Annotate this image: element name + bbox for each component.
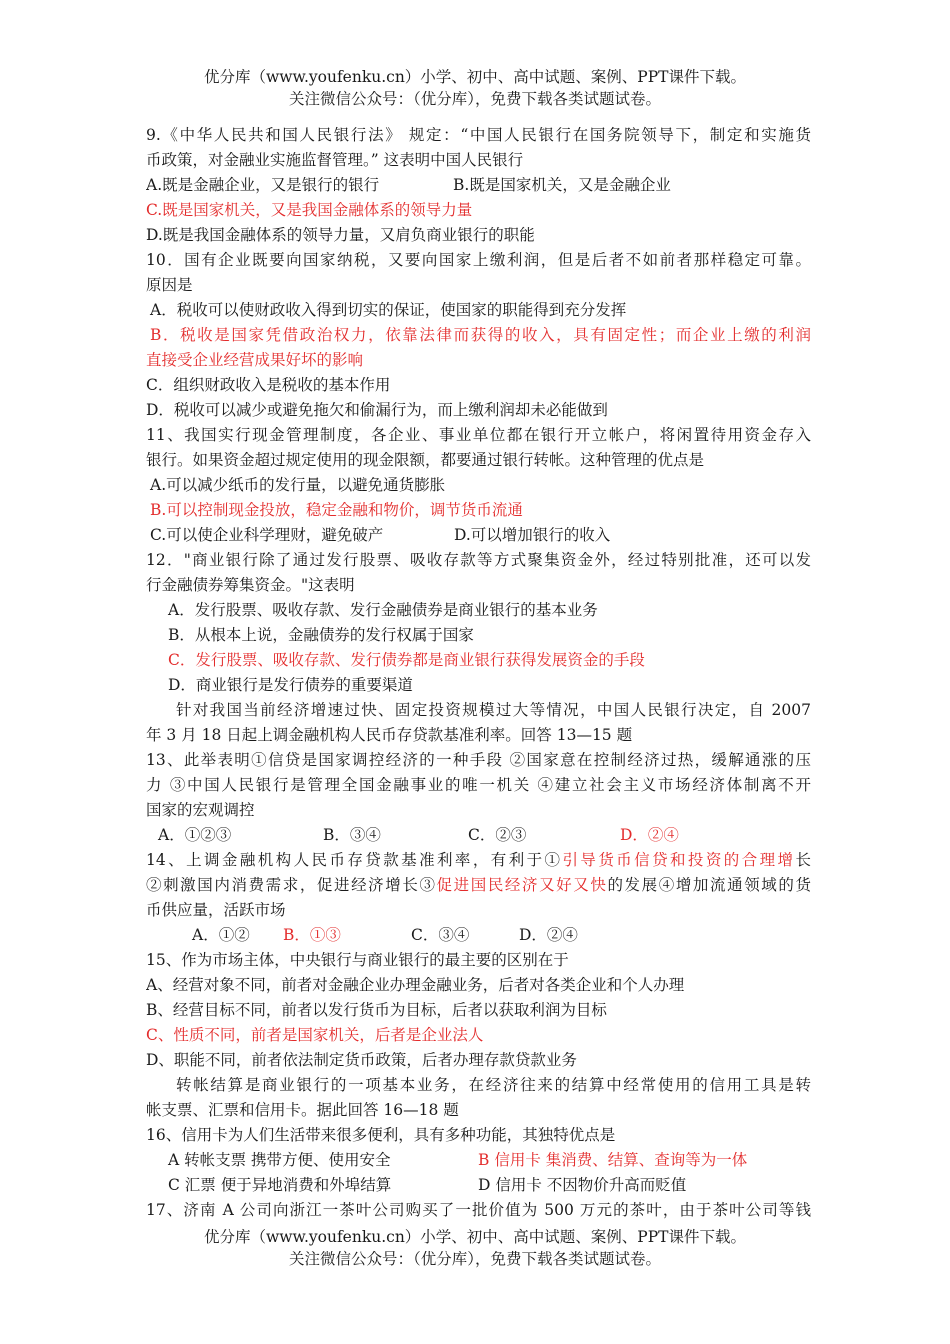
q14-options — [146, 923, 811, 948]
q9-option-b: B.既是国家机关，又是金融企业 — [453, 176, 671, 194]
q14-stem-line-2 — [146, 873, 811, 898]
q13-option-c: C．②③ — [468, 826, 527, 844]
q14-stem-1-end: 长 — [795, 851, 811, 869]
q13-option-a: A．①②③ — [158, 826, 232, 844]
q15-stem: 15、作为市场主体，中央银行与商业银行的最主要的区别在于 — [146, 951, 569, 969]
material-2-line-1: 转帐结算是商业银行的一项基本业务，在经济往来的结算中经常使用的信用工具是转 — [176, 1076, 811, 1094]
q15-option-a: A、经营对象不同，前者对金融企业办理金融业务，后者对各类企业和个人办理 — [146, 976, 685, 994]
q12-option-c-answer: C．发行股票、吸收存款、发行债券都是商业银行获得发展资金的手段 — [168, 651, 645, 669]
q9-stem-line-1: 9.《中华人民共和国人民银行法》 规定：“中国人民银行在国务院领导下，制定和实施货 — [146, 126, 811, 144]
q10-stem-line-1: 10．国有企业既要向国家纳税，又要向国家上缴利润，但是后者不如前者那样稳定可靠。 — [146, 251, 811, 269]
q9-options-ab — [146, 173, 811, 198]
q11-options-cd — [146, 523, 811, 548]
q13-option-b: B．③④ — [323, 826, 381, 844]
q11-option-d: D.可以增加银行的收入 — [454, 526, 611, 544]
q10-option-d: D．税收可以减少或避免拖欠和偷漏行为，而上缴利润却未必能做到 — [146, 401, 608, 419]
q12-stem-line-2: 行金融债券筹集资金。"这表明 — [146, 576, 355, 594]
footer-line-1: 优分库（www.youfenku.cn）小学、初中、高中试题、案例、PPT课件下载。 — [203, 1228, 747, 1246]
q14-stem-line-3: 币供应量，活跃市场 — [146, 901, 286, 919]
q13-stem-line-2: 力 ③中国人民银行是管理全国金融事业的唯一机关 ④建立社会主义市场经济体制离不开 — [146, 776, 811, 794]
q12-stem-line-1: 12．"商业银行除了通过发行股票、吸收存款等方式聚集资金外，经过特别批准，还可以发 — [146, 551, 811, 569]
q12-option-d: D．商业银行是发行债券的重要渠道 — [168, 676, 413, 694]
q9-option-c-answer: C.既是国家机关，又是我国金融体系的领导力量 — [146, 201, 473, 219]
q14-stem-2-answer: 促进国民经济又好又快 — [436, 876, 608, 894]
q16-stem: 16、信用卡为人们生活带来很多便利，具有多种功能，其独特优点是 — [146, 1126, 616, 1144]
material-2-line-2: 帐支票、汇票和信用卡。据此回答 16—18 题 — [146, 1101, 459, 1119]
q10-option-c: C．组织财政收入是税收的基本作用 — [146, 376, 391, 394]
q14-stem-line-1 — [146, 848, 811, 873]
q14-option-b-answer: B．①③ — [283, 926, 341, 944]
q13-stem-line-1: 13、此举表明①信贷是国家调控经济的一种手段 ②国家意在控制经济过热，缓解通涨的压 — [146, 751, 811, 769]
q12-option-a: A．发行股票、吸收存款、发行金融债券是商业银行的基本业务 — [168, 601, 598, 619]
q15-option-b: B、经营目标不同，前者以发行货币为目标，后者以获取利润为目标 — [146, 1001, 607, 1019]
q16-options-ab — [146, 1148, 811, 1173]
material-1-line-1: 针对我国当前经济增速过快、固定投资规模过大等情况，中国人民银行决定，自 2007 — [176, 701, 811, 719]
q11-option-a: A.可以减少纸币的发行量，以避免通货膨胀 — [150, 476, 446, 494]
q11-stem-line-2: 银行。如果资金超过规定使用的现金限额，都要通过银行转帐。这种管理的优点是 — [146, 451, 705, 469]
material-1-line-2: 年 3 月 18 日起上调金融机构人民币存贷款基准利率。回答 13—15 题 — [146, 726, 633, 744]
q9-stem-line-2: 币政策，对金融业实施监督管理。” 这表明中国人民银行 — [146, 151, 524, 169]
q14-option-d: D．②④ — [519, 926, 578, 944]
q16-options-cd — [146, 1173, 811, 1198]
q14-option-a: A．①② — [192, 926, 250, 944]
q16-option-c: C 汇票 便于异地消费和外埠结算 — [168, 1176, 392, 1194]
q12-option-b: B．从根本上说，金融债券的发行权属于国家 — [168, 626, 474, 644]
q17-stem-line-1: 17、济南 A 公司向浙江一茶叶公司购买了一批价值为 500 万元的茶叶，由于茶叶公司等钱 — [146, 1201, 811, 1219]
q11-option-c: C.可以使企业科学理财，避免破产 — [150, 526, 384, 544]
q16-option-b-answer: B 信用卡 集消费、结算、查询等为一体 — [478, 1151, 748, 1169]
q13-stem-line-3: 国家的宏观调控 — [146, 801, 255, 819]
page-footer — [0, 1226, 950, 1270]
q15-option-d: D、职能不同，前者依法制定货币政策，后者办理存款贷款业务 — [146, 1051, 577, 1069]
q13-option-d-answer: D．②④ — [620, 826, 679, 844]
q10-option-b-answer-line-2: 直接受企业经营成果好坏的影响 — [146, 351, 364, 369]
q14-stem-2-text: ②刺激国内消费需求，促进经济增长③ — [146, 876, 437, 894]
q9-option-a: A.既是金融企业，又是银行的银行 — [146, 176, 380, 194]
q11-stem-line-1: 11、我国实行现金管理制度，各企业、事业单位都在银行开立帐户，将闲置待用资金存入 — [146, 426, 811, 444]
q10-option-b-answer-line-1: B．税收是国家凭借政治权力，依靠法律而获得的收入，具有固定性；而企业上缴的利润 — [150, 326, 811, 344]
q16-option-d: D 信用卡 不因物价升高而贬值 — [478, 1176, 687, 1194]
q14-option-c: C．③④ — [411, 926, 470, 944]
q14-stem-1-answer: 引导货币信贷和投资的合理增 — [562, 851, 796, 869]
q10-option-a: A．税收可以使财政收入得到切实的保证，使国家的职能得到充分发挥 — [150, 301, 627, 319]
header-line-1: 优分库（www.youfenku.cn）小学、初中、高中试题、案例、PPT课件下载。 — [203, 68, 747, 86]
q10-stem-line-2: 原因是 — [146, 276, 193, 294]
q16-option-a: A 转帐支票 携带方便、使用安全 — [168, 1151, 391, 1169]
q14-stem-1-text: 14、上调金融机构人民币存贷款基准利率，有利于① — [146, 851, 563, 869]
q11-option-b-answer: B.可以控制现金投放，稳定金融和物价，调节货币流通 — [150, 501, 523, 519]
footer-line-2: 关注微信公众号：（优分库），免费下载各类试题试卷。 — [288, 1250, 661, 1268]
q15-option-c-answer: C、性质不同，前者是国家机关，后者是企业法人 — [146, 1026, 484, 1044]
header-line-2: 关注微信公众号：（优分库），免费下载各类试题试卷。 — [288, 90, 661, 108]
page-header — [0, 66, 950, 110]
question-content — [146, 123, 811, 1223]
q13-options — [146, 823, 811, 848]
q9-option-d: D.既是我国金融体系的领导力量，又肩负商业银行的职能 — [146, 226, 535, 244]
q14-stem-2-end: 的发展④增加流通领域的货 — [607, 876, 811, 894]
